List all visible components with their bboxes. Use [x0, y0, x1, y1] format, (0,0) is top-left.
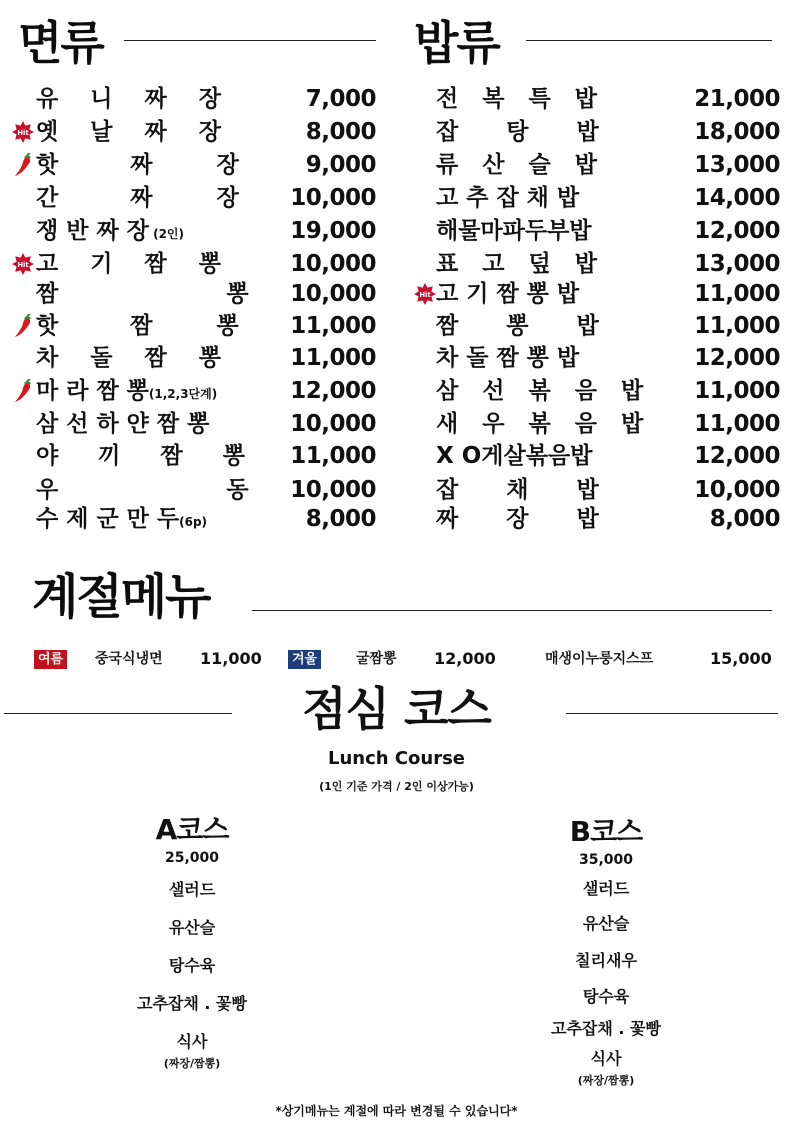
winter-price: 12,000	[434, 649, 496, 668]
menu-item-name: 짬 뽕 밥	[436, 313, 599, 339]
menu-item-name: 류 산 슬 밥	[436, 152, 597, 178]
svg-text:Hit: Hit	[17, 260, 29, 269]
menu-item-price: 7,000	[305, 86, 376, 112]
summer-item: 중국식냉면	[95, 651, 163, 667]
summer-badge: 여름	[34, 650, 67, 669]
chili-pepper-icon	[13, 314, 33, 338]
menu-item-price: 21,000	[694, 86, 780, 112]
menu-item-row	[0, 150, 390, 180]
hit-badge-icon	[12, 121, 34, 143]
menu-item-row	[0, 84, 390, 114]
menu-item-price: 12,000	[290, 378, 376, 404]
course-a-item: 유산슬	[168, 918, 216, 937]
menu-item-price: 10,000	[694, 477, 780, 503]
extra-item: 매생이누룽지스프	[545, 651, 654, 667]
course-b-item: 유산슬	[582, 914, 630, 933]
menu-item-price: 11,000	[694, 281, 780, 307]
menu-item-name: 쟁 반 짜 장 (2인)	[36, 218, 184, 244]
hit-badge-icon	[414, 283, 436, 305]
menu-item-row	[0, 279, 390, 309]
menu-item-price: 10,000	[290, 411, 376, 437]
menu-item-row	[0, 441, 390, 471]
rice-title: 밥류	[414, 16, 499, 70]
menu-item-row	[400, 84, 793, 114]
course-b-item: 식사	[590, 1049, 622, 1068]
course-b-title: B코스	[569, 815, 643, 848]
menu-item-row	[0, 117, 390, 147]
menu-item-row	[0, 475, 390, 505]
menu-item-note: (2인)	[148, 227, 184, 241]
course-a-sub: (짜장/짬뽕)	[163, 1057, 221, 1070]
menu-item-row	[0, 409, 390, 439]
course-b-price: 35,000	[578, 852, 634, 868]
lunch-subtitle: Lunch Course	[327, 748, 466, 769]
menu-item-name: 삼 선 하 얀 짬 뽕	[36, 411, 210, 437]
menu-item-row	[400, 504, 793, 534]
menu-item-price: 11,000	[694, 411, 780, 437]
winter-item: 굴짬뽕	[356, 651, 397, 667]
menu-item-name: 해물마파두부밥	[436, 218, 592, 244]
svg-text:Hit: Hit	[17, 128, 29, 137]
menu-item-row	[400, 183, 793, 213]
course-b-item: 탕수육	[582, 987, 630, 1006]
menu-item-name: 차 돌 짬 뽕 밥	[436, 345, 580, 371]
course-b-item: 샐러드	[582, 879, 630, 898]
menu-item-price: 10,000	[290, 281, 376, 307]
menu-item-price: 19,000	[290, 218, 376, 244]
menu-item-price: 11,000	[290, 313, 376, 339]
course-b-sub: (짜장/짬뽕)	[577, 1074, 635, 1087]
menu-item-name: 표 고 덮 밥	[436, 251, 597, 277]
menu-item-price: 12,000	[694, 443, 780, 469]
seasonal-title: 계절메뉴	[32, 569, 210, 625]
menu-item-row	[400, 441, 793, 471]
menu-item-price: 9,000	[305, 152, 376, 178]
lunch-note: (1인 기준 가격 / 2인 이상가능)	[319, 780, 474, 793]
menu-item-name: 짬 뽕	[36, 281, 249, 307]
winter-badge: 겨울	[288, 650, 321, 669]
menu-item-row	[0, 216, 390, 246]
menu-item-row	[0, 376, 390, 406]
chili-pepper-icon	[13, 153, 33, 177]
menu-item-price: 11,000	[694, 378, 780, 404]
course-b-item: 고추잡채 . 꽃빵	[551, 1019, 661, 1038]
menu-item-price: 14,000	[694, 185, 780, 211]
menu-item-row	[400, 150, 793, 180]
menu-item-price: 10,000	[290, 251, 376, 277]
course-a-item: 탕수육	[168, 956, 216, 975]
course-b-item: 칠리새우	[575, 951, 637, 970]
chili-pepper-icon	[13, 379, 33, 403]
noodles-divider	[124, 40, 376, 41]
seasonal-winter	[288, 648, 321, 670]
menu-item-row	[0, 249, 390, 279]
menu-item-row	[0, 311, 390, 341]
menu-item-note: (1,2,3단계)	[148, 387, 218, 401]
menu-item-price: 11,000	[290, 345, 376, 371]
extra-price: 15,000	[710, 649, 772, 668]
menu-item-name: 핫 짜 장	[36, 152, 239, 178]
course-a-item: 고추잡채 . 꽃빵	[137, 994, 247, 1013]
menu-item-name: 야 끼 짬 뽕	[36, 443, 245, 469]
menu-item-name: 간 짜 장	[36, 185, 239, 211]
menu-item-row	[0, 343, 390, 373]
menu-item-row	[400, 216, 793, 246]
course-b	[496, 810, 716, 1088]
menu-item-name: 전 복 특 밥	[436, 86, 597, 112]
menu-item-note: (6p)	[179, 515, 208, 529]
menu-item-price: 18,000	[694, 119, 780, 145]
menu-item-price: 11,000	[694, 313, 780, 339]
menu-item-row	[400, 249, 793, 279]
menu-item-row	[400, 311, 793, 341]
menu-item-name: 잡 채 밥	[436, 477, 599, 503]
menu-item-row	[400, 409, 793, 439]
menu-item-price: 13,000	[694, 251, 780, 277]
menu-item-price: 8,000	[305, 119, 376, 145]
menu-item-price: 10,000	[290, 185, 376, 211]
svg-text:Hit: Hit	[419, 290, 431, 299]
menu-item-name: 핫 짬 뽕	[36, 313, 239, 339]
menu-item-name: 마 라 짬 뽕(1,2,3단계)	[36, 378, 218, 404]
menu-item-price: 8,000	[709, 506, 780, 532]
rice-divider	[526, 40, 772, 41]
menu-item-name: 고 기 짬 뽕	[36, 251, 221, 277]
menu-item-row	[400, 117, 793, 147]
menu-item-price: 12,000	[694, 218, 780, 244]
course-a-item: 식사	[176, 1032, 208, 1051]
menu-item-price: 12,000	[694, 345, 780, 371]
summer-price: 11,000	[200, 649, 262, 668]
menu-item-row	[400, 279, 793, 309]
noodles-title: 면류	[18, 16, 103, 70]
menu-item-price: 11,000	[290, 443, 376, 469]
seasonal-divider	[252, 610, 772, 611]
course-a-title: A코스	[155, 813, 229, 846]
course-a-item: 샐러드	[168, 880, 216, 899]
menu-item-name: 수 제 군 만 두(6p)	[36, 506, 208, 532]
footer-note: *상기메뉴는 계절에 따라 변경될 수 있습니다*	[275, 1104, 518, 1118]
menu-item-name: 옛 날 짜 장	[36, 119, 221, 145]
menu-item-name: 새 우 볶 음 밥	[436, 411, 644, 437]
menu-item-name: 고 기 짬 뽕 밥	[436, 281, 580, 307]
menu-item-name: 우 동	[36, 477, 249, 503]
menu-item-price: 10,000	[290, 477, 376, 503]
lunch-title: 점심 코스	[302, 682, 491, 736]
menu-item-price: 8,000	[305, 506, 376, 532]
menu-item-name: 고 추 잡 채 밥	[436, 185, 580, 211]
menu-item-price: 13,000	[694, 152, 780, 178]
menu-item-row	[0, 183, 390, 213]
menu-item-name: 삼 선 볶 음 밥	[436, 378, 644, 404]
menu-item-name: 짜 장 밥	[436, 506, 599, 532]
menu-item-row	[400, 376, 793, 406]
course-a-price: 25,000	[164, 850, 220, 866]
hit-badge-icon	[12, 253, 34, 275]
menu-item-row	[0, 504, 390, 534]
seasonal-summer	[34, 648, 67, 670]
menu-item-name: 차 돌 짬 뽕	[36, 345, 221, 371]
menu-item-name: X O게살볶음밥	[436, 443, 593, 469]
menu-item-name: 유 니 짜 장	[36, 86, 221, 112]
menu-item-name: 잡 탕 밥	[436, 119, 599, 145]
menu-item-row	[400, 343, 793, 373]
menu-item-row	[400, 475, 793, 505]
course-a	[82, 808, 302, 1071]
